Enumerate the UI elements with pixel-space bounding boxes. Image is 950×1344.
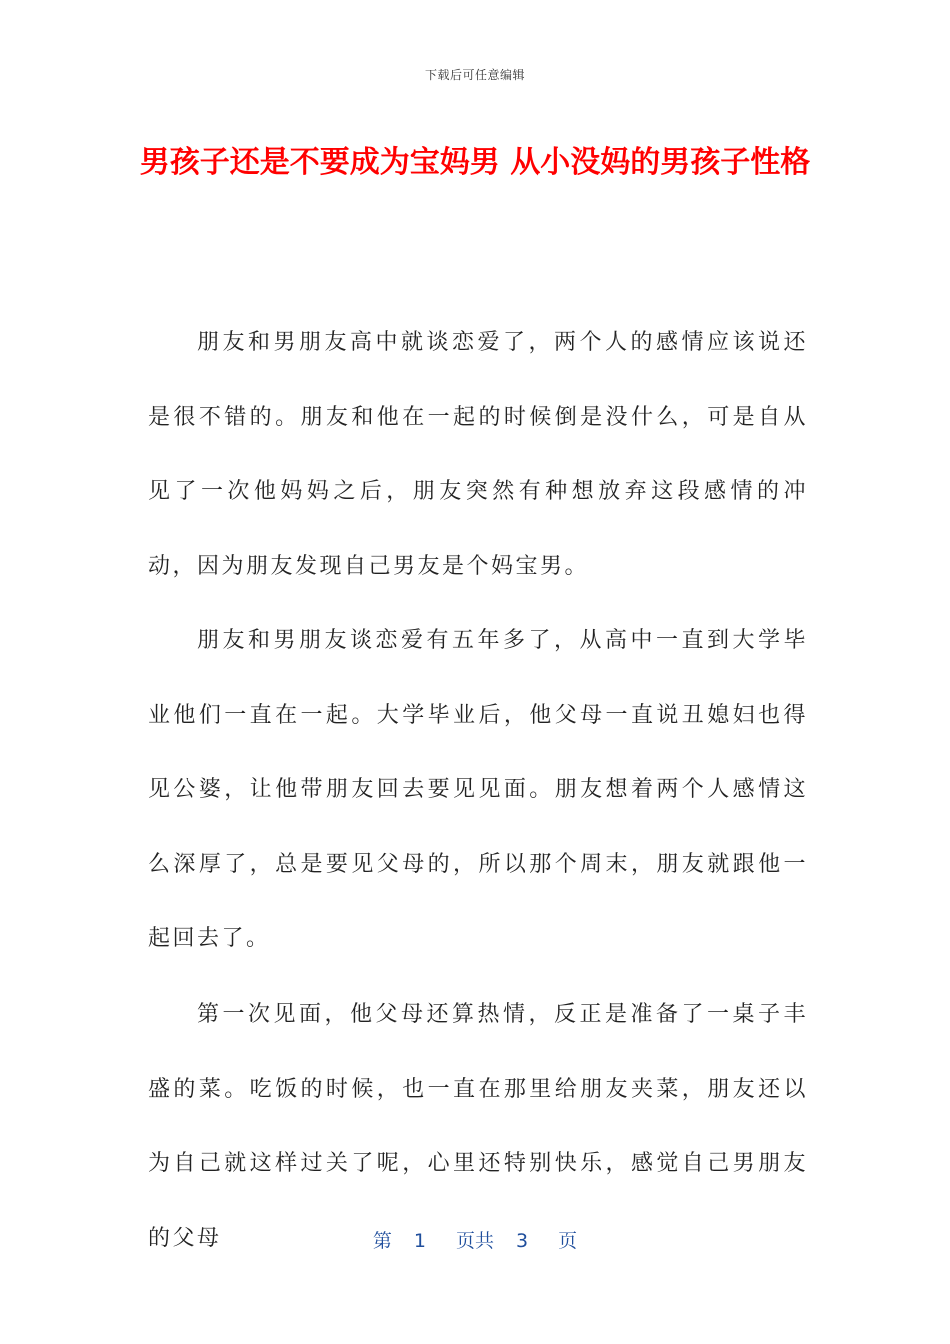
footer-total-pages: 3 [516, 1230, 529, 1252]
header-note: 下载后可任意编辑 [424, 68, 525, 82]
paragraph-3: 第一次见面，他父母还算热情，反正是准备了一桌子丰盛的菜。吃饭的时候，也一直在那里给朋友夹菜，朋友还以为自己就这样过关了呢，心里还特别快乐，感觉自己男朋友的父母 [148, 1002, 808, 1251]
paragraph-1: 朋友和男朋友高中就谈恋爱了，两个人的感情应该说还是很不错的。朋友和他在一起的时候倒是没什么，可是自从见了一次他妈妈之后，朋友突然有种想放弃这段感情的冲动，因为朋友发现自己男友是个妈宝男。 [148, 330, 808, 579]
footer-page-mid: 页共 [455, 1230, 494, 1252]
footer-page-suffix: 页 [558, 1230, 578, 1252]
document-title: 男孩子还是不要成为宝妈男 从小没妈的男孩子性格 [139, 145, 811, 180]
footer-current-page: 1 [413, 1230, 426, 1252]
footer-page-prefix: 第 [372, 1230, 392, 1252]
paragraph-2: 朋友和男朋友谈恋爱有五年多了，从高中一直到大学毕业他们一直在一起。大学毕业后，他父母一直说丑媳妇也得见公婆，让他带朋友回去要见见面。朋友想着两个人感情这么深厚了，总是要见父母的，所以那个周末，朋友就跟他一起回去了。 [148, 628, 808, 951]
page-footer [0, 1226, 950, 1253]
